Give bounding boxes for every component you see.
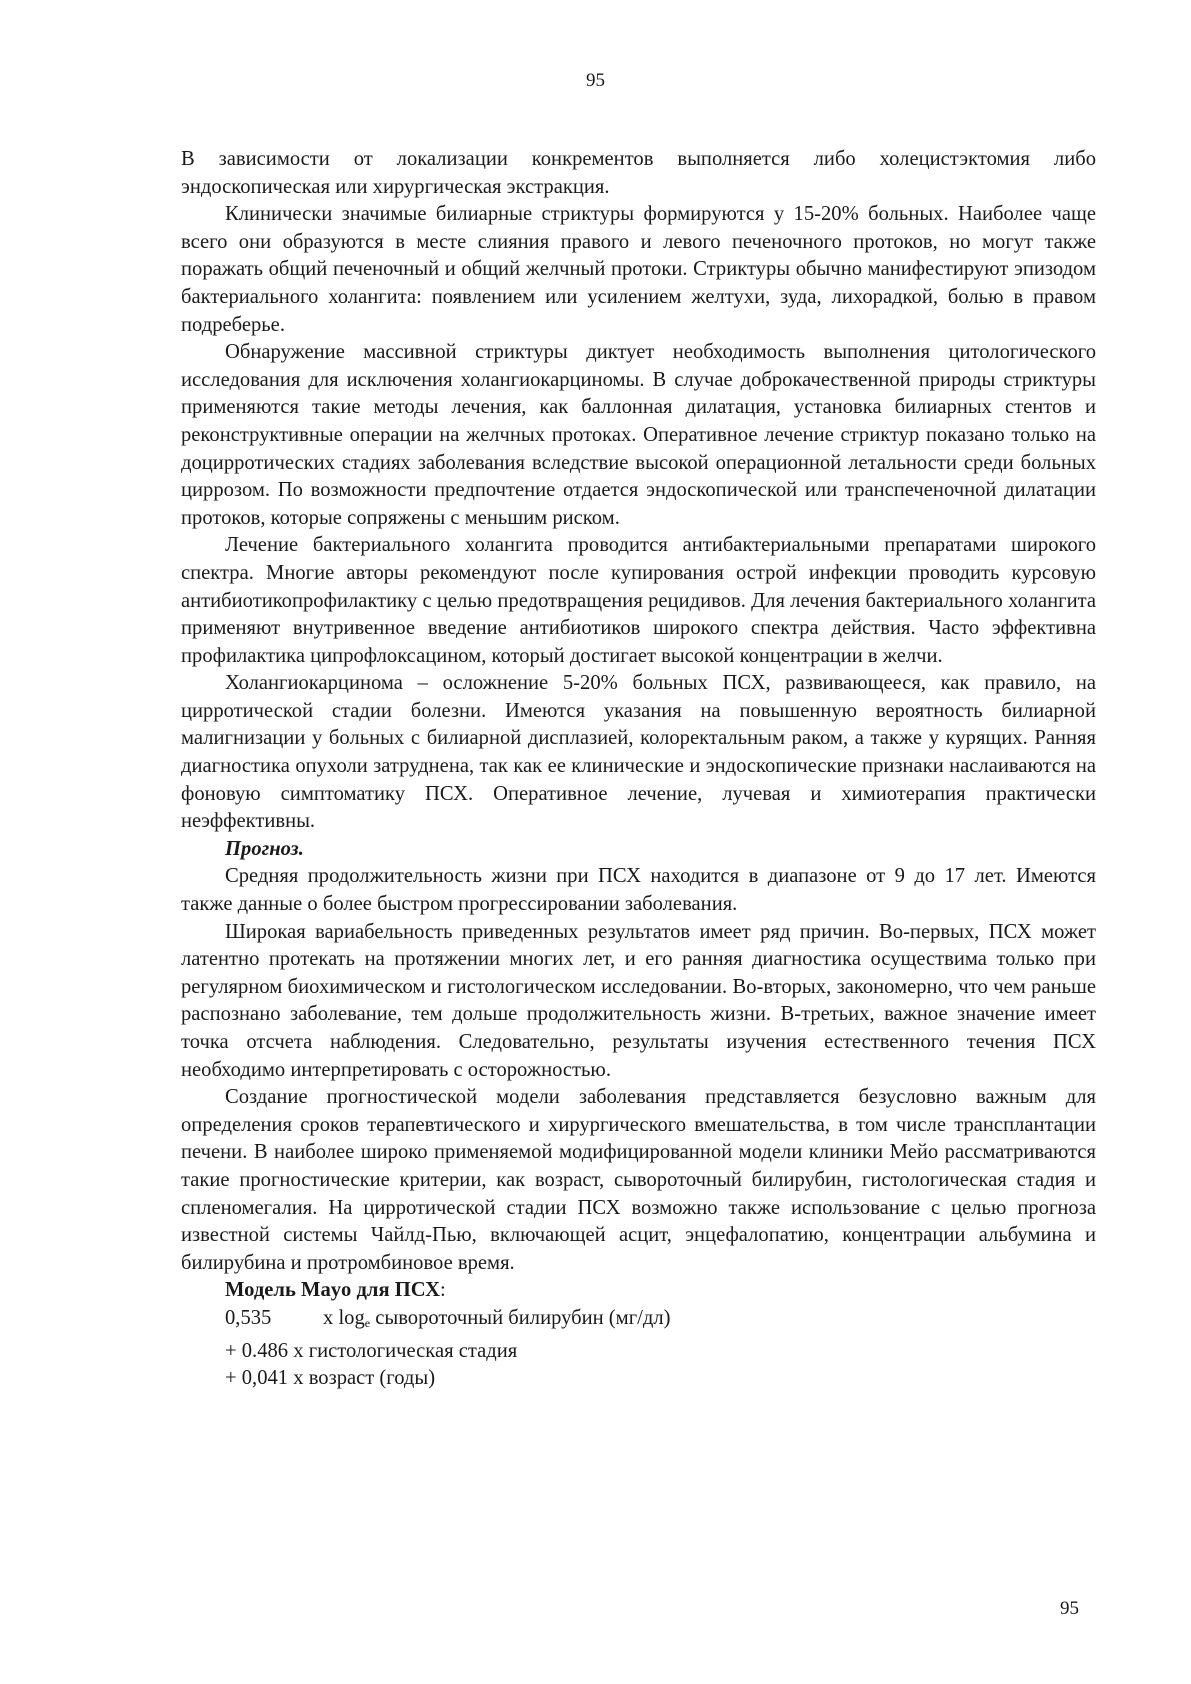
document-body bbox=[181, 146, 1096, 1393]
mayo-heading-text: Модель Mayo для ПСХ bbox=[225, 1279, 440, 1302]
paragraph-variability: Широкая вариабельность приведенных результатов имеет ряд причин. Во-первых, ПСХ может латентно протекать на протяжении многих лет, и его ранняя диагностика осуществима только при регулярном биохимическом и гистологическом исследовании. Во-вторых, закономерно, что чем раньше распознано заболевание, тем дольше продолжительность жизни. В-третьих, важное значение имеет точка отсчета наблюдения. Следовательно, результаты изучения естественного течения ПСХ необходимо интерпретировать с осторожностью. bbox=[181, 920, 1096, 1081]
paragraph-stricture-treatment: Обнаружение массивной стриктуры диктует необходимость выполнения цитологического исследования для исключения холангиокарциномы. В случае доброкачественной природы стриктуры применяются такие методы лечения, как баллонная дилатация, установка билиарных стентов и реконструктивные операции на желчных протоках. Оперативное лечение стриктур показано только на доцирротических стадиях заболевания вследствие высокой операционной летальности среди больных циррозом. По возможности предпочтение отдается эндоскопической или транспеченочной дилатации протоков, которые сопряжены с меньшим риском. bbox=[181, 341, 1096, 529]
paragraph-strictures: Клинически значимые билиарные стриктуры формируются у 15-20% больных. Наиболее чаще всего они образуются в месте слияния правого и левого печеночного протоков, но могут также поражать общий печеночный и общий желчный протоки. Стриктуры обычно манифестируют эпизодом бактериального холангита: появлением или усилением желтухи, зуда, лихорадкой, болью в правом подреберье. bbox=[181, 203, 1096, 336]
paragraph-life-expectancy: Средняя продолжительность жизни при ПСХ находится в диапазоне от 9 до 17 лет. Имеются также данные о более быстром прогрессировании заболевания. bbox=[181, 865, 1096, 916]
section-heading-mayo-model bbox=[181, 1277, 1096, 1305]
paragraph-concretions: В зависимости от локализации конкрементов выполняется либо холецистэктомия либо эндоскопическая или хирургическая экстракция. bbox=[181, 148, 1096, 198]
page-number-bottom: 95 bbox=[1060, 1598, 1079, 1619]
paragraph-prognostic-model: Создание прогностической модели заболевания представляется безусловно важным для определения сроков терапевтического и хирургического вмешательства, в том числе трансплантации печени. В наиболее широко применяемой модифицированной модели клиники Мейо рассматриваются такие прогностические критерии, как возраст, сывороточный билирубин, гистологическая стадия и спленомегалия. На цирротической стадии ПСХ возможно также использование с целью прогноза известной системы Чайлд-Пью, включающей асцит, энцефалопатию, концентрации альбумина и билирубина и протромбиновое время. bbox=[181, 1086, 1096, 1274]
formula-log-prefix: x log bbox=[323, 1306, 365, 1329]
formula-bilirubin-term: сывороточный билирубин (мг/дл) bbox=[370, 1306, 671, 1329]
section-heading-prognosis: Прогноз. bbox=[225, 837, 304, 860]
page-number-top: 95 bbox=[586, 70, 605, 91]
formula-coefficient: 0,535 bbox=[225, 1306, 272, 1329]
paragraph-cholangitis-treatment: Лечение бактериального холангита проводится антибактериальными препаратами широкого спектра. Многие авторы рекомендуют после купирования острой инфекции проводить курсовую антибиотикопрофилактику с целью предотвращения рецидивов. Для лечения бактериального холангита применяют внутривенное введение антибиотиков широкого спектра действия. Часто эффективна профилактика ципрофлоксацином, который достигает высокой концентрации в желчи. bbox=[181, 534, 1096, 667]
paragraph-cholangiocarcinoma: Холангиокарцинома – осложнение 5-20% больных ПСХ, развивающееся, как правило, на цирротической стадии болезни. Имеются указания на повышенную вероятность билиарной малигнизации у больных с билиарной дисплазией, колоректальным раком, а также у курящих. Ранняя диагностика опухоли затруднена, так как ее клинические и эндоскопические признаки наслаиваются на фоновую симптоматику ПСХ. Оперативное лечение, лучевая и химиотерапия практически неэффективны. bbox=[181, 672, 1096, 833]
mayo-heading-colon: : bbox=[440, 1279, 446, 1302]
formula-line-histology: + 0.486 x гистологическая стадия bbox=[225, 1339, 518, 1362]
formula-line-age: + 0,041 x возраст (годы) bbox=[225, 1367, 436, 1390]
formula-log-base: e bbox=[364, 1315, 371, 1330]
formula-line-bilirubin bbox=[181, 1305, 1096, 1338]
